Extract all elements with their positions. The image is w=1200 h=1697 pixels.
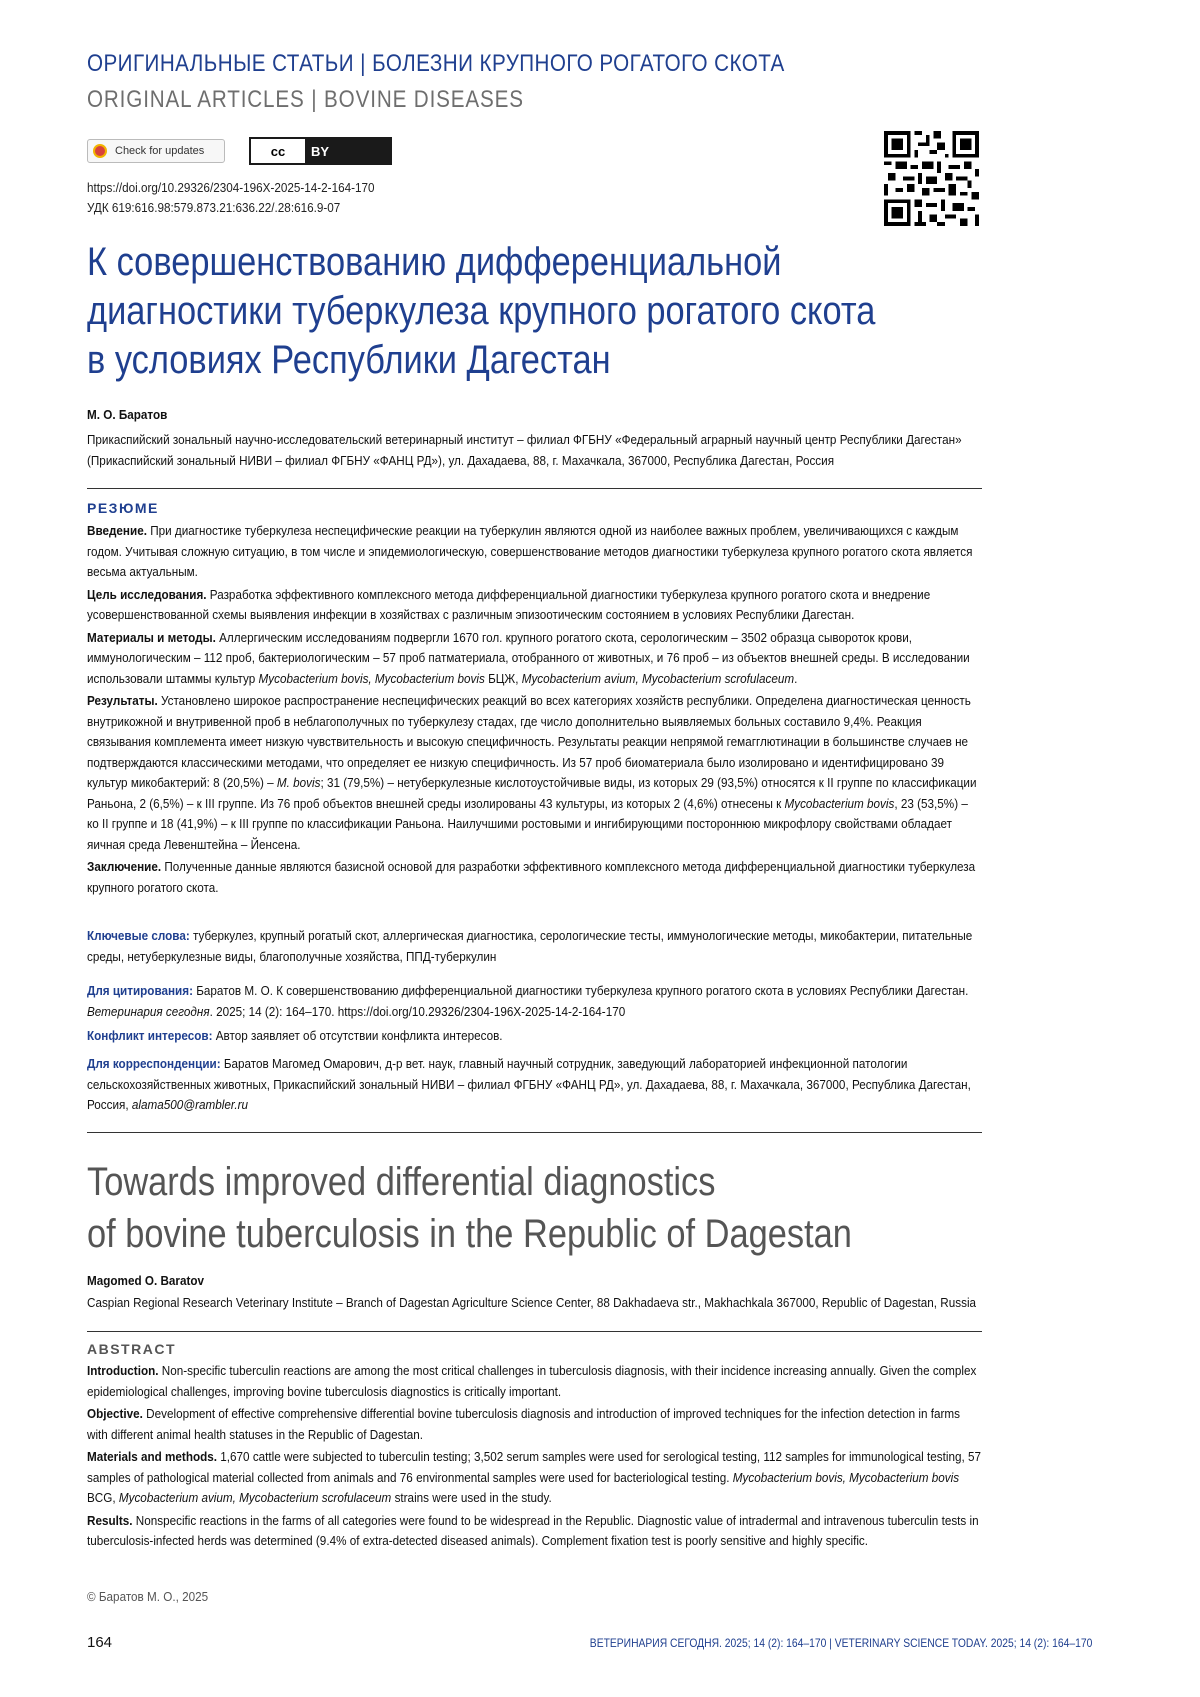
- affiliation-ru: Прикаспийский зональный научно-исследовательский ветеринарный институт – филиал ФГБНУ «Федеральный аграрный научный центр Республики Дагестан» (Прикаспийский зональный НИВИ – филиал ФГБНУ «ФАНЦ РД»), ул. Дахадаева, 88, г. Махачкала, 367000, Республика Дагестан, Россия: [87, 432, 962, 468]
- email-link[interactable]: alama500@rambler.ru: [131, 1097, 249, 1112]
- correspondence-ru: Для корреспонденции: Баратов Магомед Омарович, д-р вет. наук, главный научный сотрудник, заведующий лабораторией инфекционной патологии сельскохозяйственных животных, Прикаспийский зональный НИВИ – филиал ФГБНУ «ФАНЦ РД», ул. Дахадаева, 88, г. Махачкала, 367000, Республика Дагестан, Россия, alama500@rambler.ru: [87, 1056, 971, 1112]
- abstract-heading-en: ABSTRACT: [87, 1341, 176, 1357]
- crossmark-icon: [93, 144, 107, 158]
- abstract-methods-en: Materials and methods. 1,670 cattle were subjected to tuberculin testing; 3,502 serum samples were used for serological testing, 112 samples for immunological testing, 57 samples of pathological material collected from animals and 76 environmental samples were used for bacteriological testing. Mycobacterium bovis, Mycobacterium bovis BCG, Mycobacterium avium, Mycobacterium scrofulaceum strains were used in the study.: [87, 1449, 981, 1505]
- section-header-ru: ОРИГИНАЛЬНЫЕ СТАТЬИ | БОЛЕЗНИ КРУПНОГО РОГАТОГО СКОТА: [87, 50, 785, 77]
- abstract-methods-ru: Материалы и методы. Аллергическим исследованиям подвергли 1670 гол. крупного рогатого скота, серологическим – 3502 образца сывороток крови, иммунологическим – 112 проб, бактериологическим – 57 проб патматериала, отобранного от животных, и 76 проб – из объектов внешней среды. В исследовании использовали штаммы культур Mycobacterium bovis, Mycobacterium bovis БЦЖ, Mycobacterium avium, Mycobacterium scrofulaceum.: [87, 629, 970, 686]
- author-en: Magomed O. Baratov: [87, 1273, 205, 1288]
- doi-link[interactable]: https://doi.org/10.29326/2304-196X-2025-14-2-164-170: [87, 180, 375, 195]
- abstract-ru: [87, 521, 983, 900]
- check-for-updates-button[interactable]: [87, 139, 225, 163]
- section-header-en: ORIGINAL ARTICLES | BOVINE DISEASES: [87, 86, 524, 113]
- abstract-results-ru: Результаты. Установлено широкое распространение неспецифических реакций во всех категориях хозяйств республики. Определена диагностическая ценность внутрикожной и внутривенной проб в неблагополучных по туберкулезу стадах, где число дополнительно выявляемых больных составило 9,4%. Реакция связывания комплемента имеет низкую чувствительность и высокую специфичность. Результаты реакции непрямой гемагглютинации в большинстве случаев не подтверждаются классическими методами, что определяет ее низкую специфичность. Из 57 проб биоматериала было изолировано и идентифицировано 39 культур микобактерий: 8 (20,5%) – M. bovis; 31 (79,5%) – нетуберкулезные кислотоустойчивые виды, из которых 29 (93,5%) относятся к II группе по классификации Раньона, 2 (6,5%) – к III группе. Из 76 проб объектов внешней среды изолированы 43 культуры, из которых 2 (4,6%) отнесены к Mycobacterium bovis, 23 (53,5%) – ко II группе и 18 (41,9%) – к III группе по классификации Раньона. Наилучшими ростовыми и ингибирующими постороннюю микрофлору свойствами обладает яичная среда Левенштейна – Йенсена.: [87, 693, 977, 852]
- abstract-conclusion-ru: Заключение. Полученные данные являются базисной основой для разработки эффективного комплексного метода дифференциальной диагностики туберкулеза крупного рогатого скота.: [87, 859, 976, 895]
- title-en-line: of bovine tuberculosis in the Republic of Dagestan: [87, 1212, 852, 1256]
- author-ru: М. О. Баратов: [87, 407, 168, 422]
- conflict-ru: Конфликт интересов: Автор заявляет об отсутствии конфликта интересов.: [87, 1028, 503, 1043]
- title-ru-line: диагностики туберкулеза крупного рогатого скота: [87, 289, 876, 333]
- cc-by-license-badge[interactable]: [249, 137, 392, 165]
- abstract-heading-ru: РЕЗЮМЕ: [87, 500, 159, 516]
- divider: [87, 488, 982, 489]
- abstract-aim-ru: Цель исследования. Разработка эффективного комплексного метода дифференциальной диагностики туберкулеза крупного рогатого скота и внедрение усовершенствованной схемы выявления инфекции в хозяйствах с различным эпизоотическим состоянием в условиях Республики Дагестан.: [87, 586, 931, 622]
- affiliation-en: Caspian Regional Research Veterinary Institute – Branch of Dagestan Agriculture Science Center, 88 Dakhadaeva str., Makhachkala 367000, Republic of Dagestan, Russia: [87, 1295, 977, 1310]
- article-ids: [87, 178, 375, 218]
- citation-ru: Для цитирования: Баратов М. О. К совершенствованию дифференциальной диагностики туберкулеза крупного рогатого скота в условиях Республики Дагестан. Ветеринария сегодня. 2025; 14 (2): 164–170. https://doi.org/10.29326/2304-196X-2025-14-2-164-170: [87, 983, 969, 1019]
- abstract-en: [87, 1361, 983, 1554]
- journal-footer: ВЕТЕРИНАРИЯ СЕГОДНЯ. 2025; 14 (2): 164–170 | VETERINARY SCIENCE TODAY. 2025; 14 (2): 164–170: [589, 1636, 1092, 1650]
- article-title-en: [87, 1156, 947, 1260]
- abstract-intro-ru: Введение. При диагностике туберкулеза неспецифические реакции на туберкулин являются одной из наиболее важных проблем, увеличивающихся с каждым годом. Учитывая сложную ситуацию, в том числе и эпидемиологическую, совершенствование методов диагностики туберкулеза крупного рогатого скота является весьма актуальным.: [87, 523, 973, 579]
- title-ru-line: в условиях Республики Дагестан: [87, 338, 611, 382]
- check-for-updates-label: Check for updates: [115, 145, 205, 157]
- divider: [87, 1132, 982, 1133]
- udk-code: УДК 619:616.98:579.873.21:636.22/.28:616.9-07: [87, 200, 341, 215]
- abstract-aim-en: Objective. Development of effective comprehensive differential bovine tuberculosis diagnosis and introduction of improved techniques for the infection detection in farms with different animal health statuses in the Republic of Dagestan.: [87, 1406, 961, 1442]
- cc-logo: cc: [251, 139, 305, 163]
- keywords-ru: Ключевые слова: туберкулез, крупный рогатый скот, аллергическая диагностика, серологические тесты, иммунологические методы, микобактерии, питательные среды, нетуберкулезные виды, благополучные хозяйства, ППД-туберкулин: [87, 928, 973, 964]
- abstract-intro-en: Introduction. Non-specific tuberculin reactions are among the most critical challenges in tuberculosis diagnosis, with their incidence increasing annually. Given the complex epidemiological challenges, improving bovine tuberculosis diagnostics is critically important.: [87, 1363, 977, 1399]
- qr-code-icon: [884, 131, 979, 226]
- article-title-ru: [87, 238, 947, 385]
- title-ru-line: К совершенствованию дифференциальной: [87, 240, 782, 284]
- by-label: BY: [311, 143, 330, 159]
- abstract-results-en: Results. Nonspecific reactions in the farms of all categories were found to be widespread in the Republic. Diagnostic value of intradermal and intravenous tuberculin tests in tuberculosis-infected herds was determined (9.4% of extra-detected diseased animals). Complement fixation test is poorly sensitive and highly specific.: [87, 1512, 979, 1548]
- divider: [87, 1331, 982, 1332]
- title-en-line: Towards improved differential diagnostics: [87, 1160, 716, 1204]
- page-number: 164: [87, 1634, 113, 1651]
- copyright: © Баратов М. О., 2025: [87, 1589, 209, 1604]
